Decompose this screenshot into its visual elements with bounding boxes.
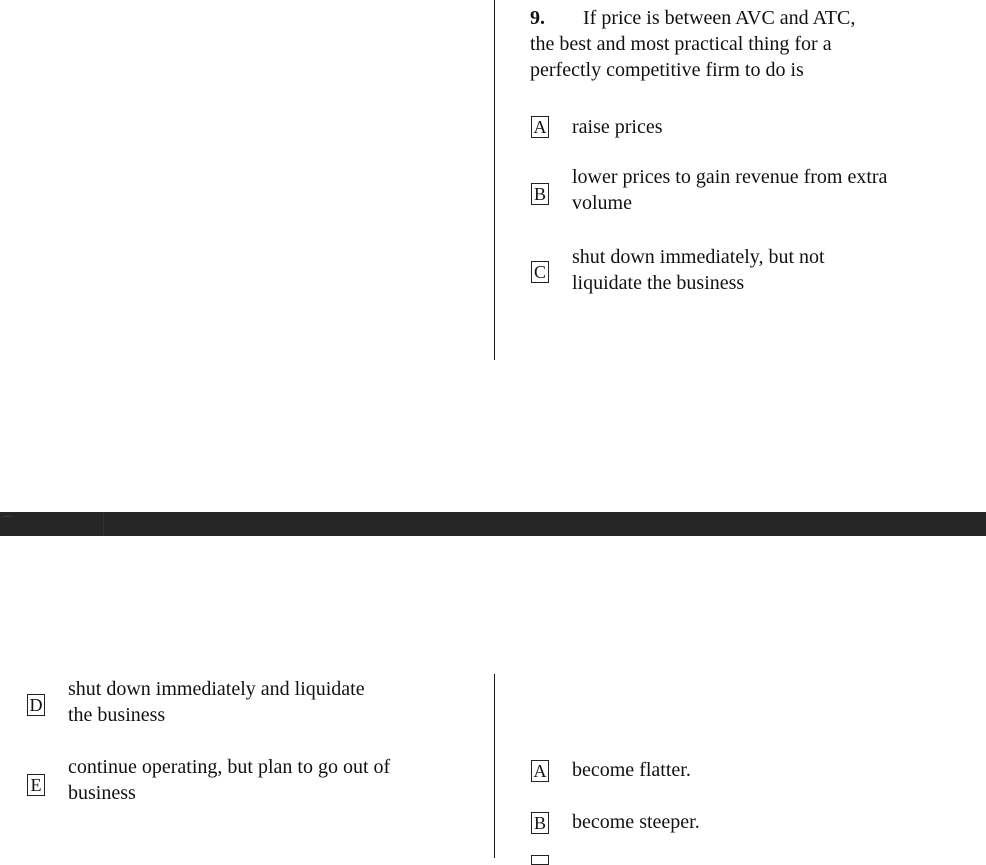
option-text: become flatter. [572,759,691,781]
option-text-line2: business [68,782,136,804]
option-letter-box-cutoff [531,855,549,865]
option-b-bottom[interactable] [530,809,970,839]
option-text-line2: the business [68,704,166,726]
option-b-top[interactable] [530,164,970,220]
option-letter-box: A [531,116,549,138]
option-text: become steeper. [572,811,700,833]
option-letter-box: E [27,774,45,796]
option-text: raise prices [572,116,663,138]
option-c-top[interactable] [530,244,970,300]
option-text-line1: shut down immediately, but not [572,246,825,268]
option-letter-box: B [531,812,549,834]
column-divider-bottom [494,674,495,858]
column-divider-top [494,0,495,360]
option-letter-box: D [27,694,45,716]
question-9-line1: 9. If price is between AVC and ATC, [530,7,856,29]
option-a-top[interactable] [530,114,970,144]
option-a-bottom[interactable] [530,757,970,787]
question-9 [530,5,970,83]
option-text-line1: shut down immediately and liquidate [68,678,365,700]
option-letter-box: C [531,261,549,283]
question-9-line3: perfectly competitive firm to do is [530,59,804,81]
option-text-line1: lower prices to gain revenue from extra [572,166,888,188]
option-text-line1: continue operating, but plan to go out of [68,756,391,778]
page-divider-label: ◦◦◦◦◦ [0,512,104,536]
option-letter-box: A [531,760,549,782]
option-text-line2: volume [572,192,632,214]
question-number: 9. [530,7,545,29]
option-e[interactable] [26,754,476,810]
option-d[interactable] [26,676,476,732]
page-divider-bar [0,512,986,536]
option-text-line2: liquidate the business [572,272,745,294]
option-letter-box: B [531,183,549,205]
question-9-line2: the best and most practical thing for a [530,33,832,55]
